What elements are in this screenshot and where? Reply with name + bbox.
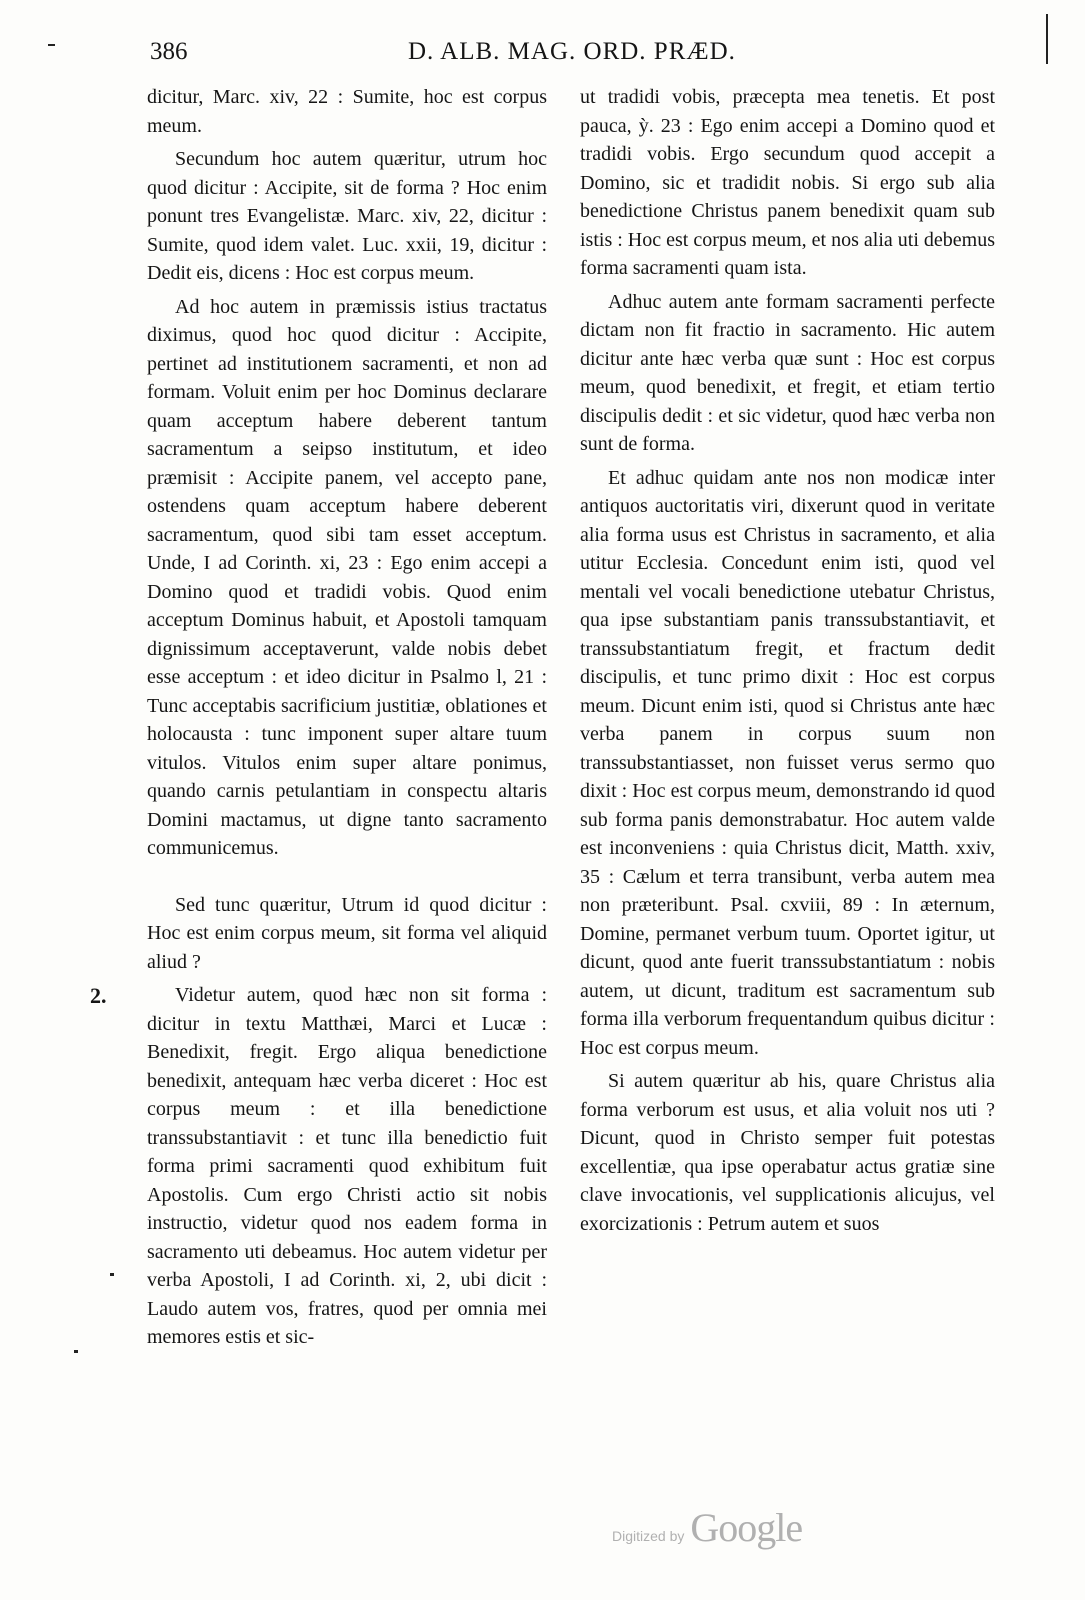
digitized-by-label: Digitized by — [612, 1528, 685, 1544]
paragraph: ut tradidi vobis, præcepta mea tenetis. Et post pauca, ỳ. 23 : Ego enim accepi a Domino quod et tradidi vobis. Ergo secundum quod accepit a Domino, sic et tradidit nobis. Si ergo sub alia benedictione Christus panem benedixit quam sub istis : Hoc est corpus meum, et nos alia uti debemus forma sacramenti quam ista. — [580, 86, 995, 279]
scan-mark — [48, 44, 55, 46]
paragraph: Ad hoc autem in præmissis istius tractatus diximus, quod hoc quod dicitur : Accipite, pertinet ad institutionem sacramenti, et non ad formam. Voluit enim per hoc Dominus declarare quam acceptum habere deberent tantum sacramentum a seipso institutum, et ideo præmisit : Accipite panem, vel accepto pane, ostendens quam acceptum habere deberent sacramentum, quod sibi tam esset acceptum. Unde, I ad Corinth. xi, 23 : Ego enim accepi a Domino quod et tradidi vobis. Quod enim acceptum Dominus habuit, et Apostoli tamquam dignissimum acceptaverunt, valde nobis debet esse acceptum : et ideo dicitur in Psalmo l, 21 : Tunc acceptabis sacrificium justitiæ, oblationes et holocausta : tunc imponent super altare tuum vitulos. Vitulos enim super altare ponimus, quando carnis petulantiam in conspectu altaris Domini mactamus, ut digne tanto sacramento communicemus. — [147, 295, 547, 859]
paragraph: Et adhuc quidam ante nos non modicæ inter antiquos auctoritatis viri, dixerunt quod in veritate alia forma usus est Christus in sacramento, et alia utitur Ecclesia. Concedunt enim isti, quod vel mentali vel vocali benedictione utebatur Christus, qua ipse substantiam panis transsubstantiavit, et transsubstantiatum fregit, et fractum dedit discipulis, et tunc primo dixit : Hoc est corpus meum. Dicunt enim isti, quod si Christus ante hæc verba panem in corpus suum non transsubstantiasset, non fuisset verus sermo quo dixit : Hoc est corpus meum, demonstrando id quod sub forma panis demonstrabatur. Hoc autem valde est inconveniens : quia Christus dicit, Matth. xxiv, 35 : Cælum et terra transibunt, verba autem mea non præteribunt. Psal. cxviii, 89 : In æternum, Domine, permanet verbum tuum. Oportet igitur, ut dicunt, quod ante fuerit transsubstantiatum : nobis autem, ut dicunt, traditum est sacramentum sub forma illa verborum frequentandum quibus dicitur : Hoc est corpus meum. — [580, 466, 995, 1059]
google-watermark — [612, 1504, 802, 1551]
left-column — [147, 83, 547, 1352]
scan-mark — [1046, 14, 1048, 64]
page-number: 386 — [150, 38, 188, 65]
right-column — [580, 83, 995, 1238]
paragraph: Videtur autem, quod hæc non sit forma : dicitur in textu Matthæi, Marci et Lucæ : Benedixit, fregit. Ergo aliqua benedictione benedixit, antequam hæc verba diceret : Hoc est corpus meum : et illa benedictione transsubstantiavit : et tunc illa benedictio fuit forma primi sacramenti quod exhibitum fuit Apostolis. Cum ergo Christi actio sit nobis instructio, videtur quod nos eadem forma in sacramento uti debeamus. Hoc autem videtur per verba Apostoli, I ad Corinth. xi, 2, ubi dicit : Laudo autem vos, fratres, quod per omnia mei memores estis et sic- — [147, 984, 547, 1348]
paragraph: Secundum hoc autem quæritur, utrum hoc quod dicitur : Accipite, sit de forma ? Hoc enim ponunt tres Evangelistæ. Marc. xiv, 22, dicitur : Sumite, quod idem valet. Luc. xxii, 19, dicitur : Dedit eis, dicens : Hoc est corpus meum. — [147, 148, 547, 284]
section-number: 2. — [90, 983, 107, 1008]
paragraph: Si autem quæritur ab his, quare Christus alia forma verborum est usus, et alia voluit nos uti ? Dicunt, quod in Christo semper fuit potestas excellentiæ, qua ipse operabatur actus gratiæ sine clave invocationis, vel supplicationis alicujus, vel exorcizationis : Petrum autem et suos — [580, 1070, 995, 1235]
running-title: D. ALB. MAG. ORD. PRÆD. — [408, 38, 736, 65]
paragraph: dicitur, Marc. xiv, 22 : Sumite, hoc est corpus meum. — [147, 86, 547, 137]
scan-mark — [110, 1273, 114, 1276]
google-logo: Google — [690, 1505, 803, 1550]
paragraph: Sed tunc quæritur, Utrum id quod dicitur : Hoc est enim corpus meum, sit forma vel aliquid aliud ? — [147, 893, 547, 973]
scan-mark — [74, 1350, 78, 1353]
paragraph: Adhuc autem ante formam sacramenti perfecte dictam non fit fractio in sacramento. Hic autem dicitur ante hæc verba quæ sunt : Hoc est corpus meum, quod benedixit, et fregit, et etiam tertio discipulis dedit : et sic videtur, quod hæc verba non sunt de forma. — [580, 290, 995, 455]
